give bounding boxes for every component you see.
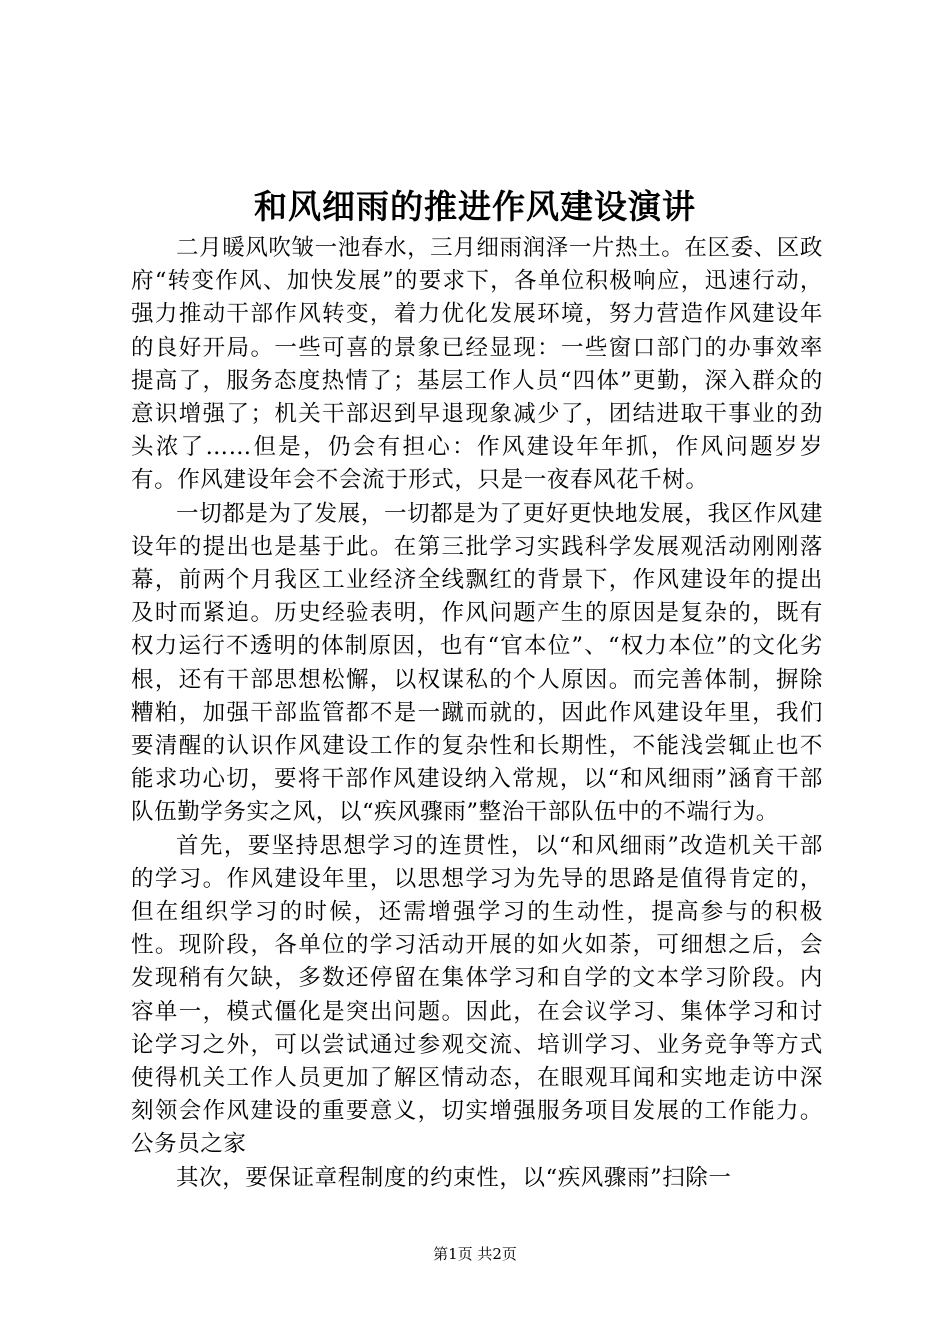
paragraph-2: 一切都是为了发展，一切都是为了更好更快地发展，我区作风建设年的提出也是基于此。在第三批学习实践科学发展观活动刚刚落幕，前两个月我区工业经济全线飘红的背景下，作风建设年的提出及时而紧迫。历史经验表明，作风问题产生的原因是复杂的，既有权力运行不透明的体制原因，也有“官本位”、“权力本位”的文化劣根，还有干部思想松懈，以权谋私的个人原因。而完善体制，摒除糟粕，加强干部监管都不是一蹴而就的，因此作风建设年里，我们要清醒的认识作风建设工作的复杂性和长期性，不能浅尝辄止也不能求功心切，要将干部作风建设纳入常规，以“和风细雨”涵育干部队伍勤学务实之风，以“疾风骤雨”整治干部队伍中的不端行为。 [131,500,823,826]
paragraph-3: 首先，要坚持思想学习的连贯性，以“和风细雨”改造机关干部的学习。作风建设年里，以思想学习为先导的思路是值得肯定的，但在组织学习的时候，还需增强学习的生动性，提高参与的积极性。现阶段，各单位的学习活动开展的如火如荼，可细想之后，会发现稍有欠缺，多数还停留在集体学习和自学的文本学习阶段。内容单一，模式僵化是突出问题。因此，在会议学习、集体学习和讨论学习之外，可以尝试通过参观交流、培训学习、业务竞争等方式使得机关工作人员更加了解区情动态，在眼观耳闻和实地走访中深刻领会作风建设的重要意义，切实增强服务项目发展的工作能力。公务员之家 [131,832,823,1158]
paragraph-1: 二月暖风吹皱一池春水，三月细雨润泽一片热土。在区委、区政府“转变作风、加快发展”的要求下，各单位积极响应，迅速行动，强力推动干部作风转变，着力优化发展环境，努力营造作风建设年的良好开局。一些可喜的景象已经显现：一些窗口部门的办事效率提高了，服务态度热情了；基层工作人员“四体”更勤，深入群众的意识增强了；机关干部迟到早退现象减少了，团结进取干事业的劲头浓了……但是，仍会有担心：作风建设年年抓，作风问题岁岁有。作风建设年会不会流于形式，只是一夜春风花千树。 [131,235,823,494]
paragraph-4: 其次，要保证章程制度的约束性，以“疾风骤雨”扫除一 [176,1164,732,1191]
document-body [131,232,823,1195]
document-title: 和风细雨的推进作风建设演讲 [254,187,696,226]
page-footer: 第1页 共2页 [433,1245,517,1263]
